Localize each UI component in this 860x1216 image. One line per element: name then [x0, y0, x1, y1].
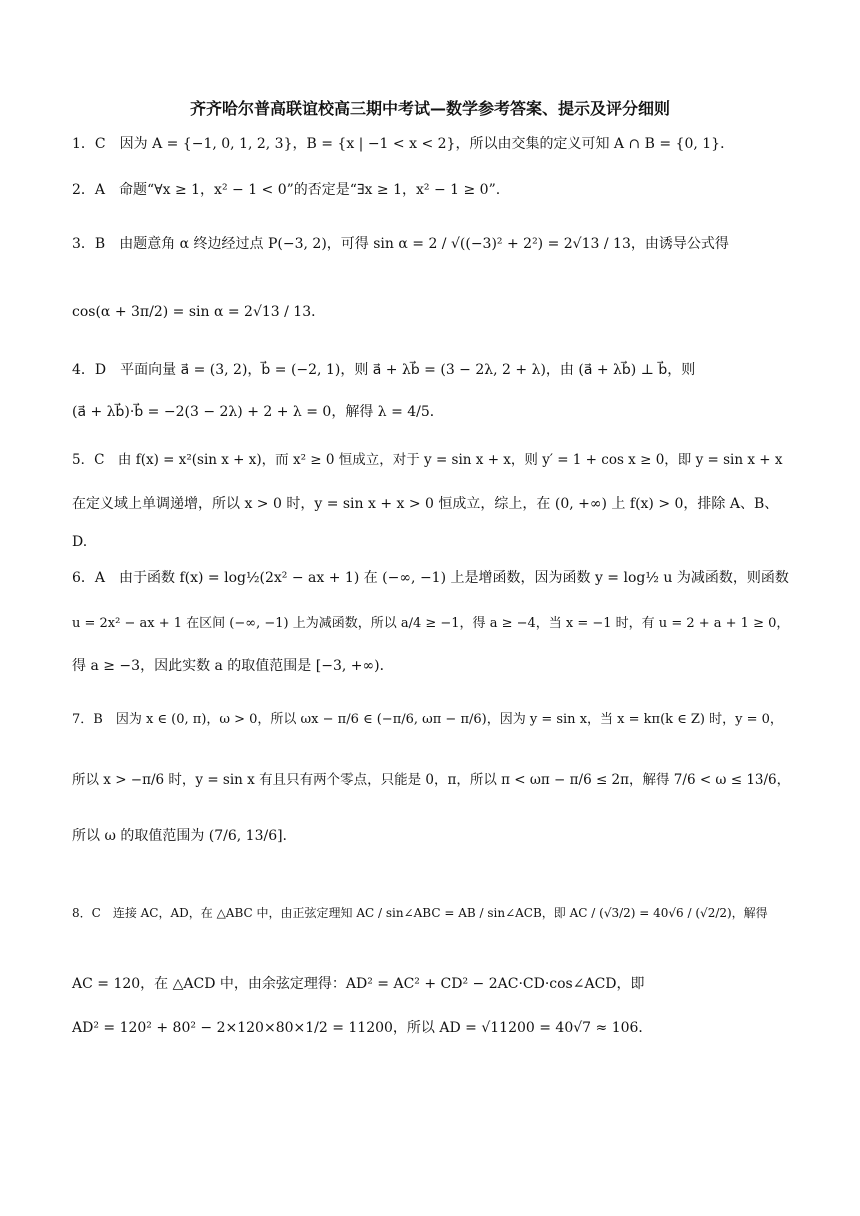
answer-line: 4．D 平面向量 a⃗ = (3, 2)，b⃗ = (−2, 1)，则 a⃗ + λb⃗ = (3 − 2λ, 2 + λ)，由 (a⃗ + λb⃗) ⊥ b⃗，则 [72, 362, 696, 378]
answer-line: 所以 ω 的取值范围为 (7/6, 13/6]. [72, 828, 288, 844]
answer-line: 得 a ≥ −3，因此实数 a 的取值范围是 [−3, +∞)． [72, 658, 394, 674]
answer-line: AC = 120，在 △ACD 中，由余弦定理得：AD² = AC² + CD² − 2AC·CD·cos∠ACD，即 [72, 976, 645, 992]
answer-line: u = 2x² − ax + 1 在区间 (−∞, −1) 上为减函数，所以 a/4 ≥ −1，得 a ≥ −4，当 x = −1 时，有 u = 2 + a + 1 ≥ 0， [72, 616, 790, 631]
answer-line: 6．A 由于函数 f(x) = log½(2x² − ax + 1) 在 (−∞, −1) 上是增函数，因为函数 y = log½ u 为减函数，则函数 [72, 570, 789, 586]
answer-line: 8．C 连接 AC，AD，在 △ABC 中，由正弦定理知 AC / sin∠ABC = AB / sin∠ACB，即 AC / (√3/2) = 40√6 / (√2/2)，解得 [72, 906, 768, 920]
answer-line: 所以 x > −π/6 时，y = sin x 有且只有两个零点，只能是 0，π，所以 π < ωπ − π/6 ≤ 2π，解得 7/6 < ω ≤ 13/6， [72, 772, 791, 788]
answer-line: 1．C 因为 A = {−1, 0, 1, 2, 3}，B = {x | −1 < x < 2}，所以由交集的定义可知 A ∩ B = {0, 1}． [72, 136, 735, 152]
answer-line: 7．B 因为 x ∈ (0, π)，ω > 0，所以 ωx − π/6 ∈ (−π/6, ωπ − π/6)，因为 y = sin x，当 x = kπ(k ∈ Z) 时，y = 0， [72, 712, 783, 727]
answer-line: 3．B 由题意角 α 终边经过点 P(−3, 2)，可得 sin α = 2 / √((−3)² + 2²) = 2√13 / 13，由诱导公式得 [72, 236, 729, 252]
answer-line: (a⃗ + λb⃗)·b⃗ = −2(3 − 2λ) + 2 + λ = 0，解得 λ = 4/5． [72, 404, 444, 420]
answer-line: cos(α + 3π/2) = sin α = 2√13 / 13． [72, 304, 326, 320]
page-title: 齐齐哈尔普高联谊校高三期中考试—数学参考答案、提示及评分细则 [189, 99, 670, 118]
answer-line: D. [72, 534, 88, 550]
answer-line: 5．C 由 f(x) = x²(sin x + x)，而 x² ≥ 0 恒成立，对于 y = sin x + x，则 y′ = 1 + cos x ≥ 0，即 y = sin x + x [72, 452, 783, 468]
answer-line: 2．A 命题“∀x ≥ 1，x² − 1 < 0”的否定是“∃x ≥ 1，x² − 1 ≥ 0”. [72, 182, 501, 198]
answer-line: 在定义域上单调递增，所以 x > 0 时，y = sin x + x > 0 恒成立，综上，在 (0, +∞) 上 f(x) > 0，排除 A、B、 [72, 496, 779, 512]
answer-line: AD² = 120² + 80² − 2×120×80×1/2 = 11200，所以 AD = √11200 = 40√7 ≈ 106． [72, 1020, 653, 1036]
